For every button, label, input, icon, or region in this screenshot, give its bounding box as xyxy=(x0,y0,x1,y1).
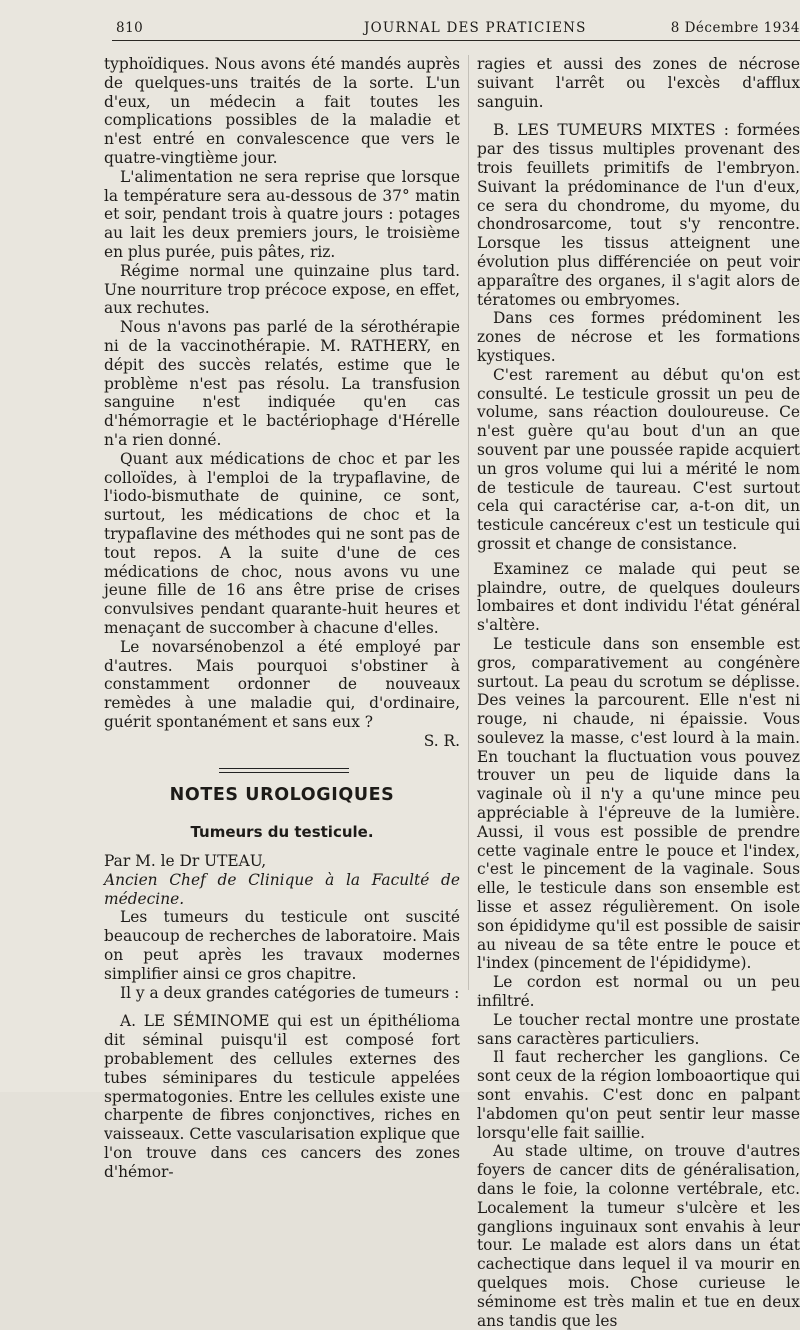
paragraph: Les tumeurs du testicule ont suscité beaucoup de recherches de laboratoire. Mais on peut après les travaux modernes simplifier ainsi ce gros chapitre. xyxy=(104,908,460,983)
paragraph: ragies et aussi des zones de nécrose suivant l'arrêt ou l'excès d'afflux sanguin. xyxy=(477,55,800,111)
paragraph: Le novarsénobenzol a été employé par d'autres. Mais pourquoi s'obstiner à constamment ordonner de nouveaux remèdes à une maladie qui, d'ordinaire, guérit spontanément et sans eux ? xyxy=(104,637,460,731)
column-divider xyxy=(468,55,469,990)
paragraph: Nous n'avons pas parlé de la sérothérapie ni de la vaccinothérapie. M. RATHERY, en dépit des succès relatés, estime que le problème n'est pas résolu. La transfusion sanguine n'est indiquée qu'en cas d'hémorragie et le bactériophage d'Hérelle n'a rien donné. xyxy=(104,318,460,449)
section-title: NOTES UROLOGIQUES xyxy=(169,785,395,806)
header-rule xyxy=(112,40,800,41)
double-rule xyxy=(104,768,460,774)
paragraph: Quant aux médications de choc et par les colloïdes, à l'emploi de la trypaflavine, de l'iodo-bismuthate de quinine, ce sont, surtout, les médications de choc et la trypaflavine des méthodes qui ne sont pas de tout repos. A la suite d'une de ces médications de choc, nous avons vu une jeune fille de 16 ans être prise de crises convulsives pendant quarante-huit heures et menaçant de succomber à chacune d'elles. xyxy=(104,449,460,637)
signature: S. R. xyxy=(423,731,460,750)
paragraph: B. LES TUMEURS MIXTES : formées par des tissus multiples provenant des trois feuillets primitifs de l'embryon. Suivant la prédominance de l'un d'eux, ce sera du chondrome, du myome, du chondrosarcome, tout s'y rencontre. Lorsque les tissus atteignent une évolution plus différenciée on peut voir apparaître des organes, il s'agit alors de tératomes ou embryomes. xyxy=(477,121,800,309)
author-affiliation: Ancien Chef de Clinique à la Faculté de médecine. xyxy=(104,870,460,908)
paragraph: Régime normal une quinzaine plus tard. Une nourriture trop précoce expose, en effet, aux rechutes. xyxy=(104,261,460,318)
journal-title: JOURNAL DES PRATICIENS xyxy=(364,20,587,36)
paragraph: Examinez ce malade qui peut se plaindre, outre, de quelques douleurs lombaires et dont individu l'état général s'altère. xyxy=(477,559,800,635)
page-number: 810 xyxy=(116,20,144,36)
issue-date: 8 Décembre 1934 xyxy=(670,20,800,36)
right-column xyxy=(477,55,800,1330)
paragraph: Le cordon est normal ou un peu infiltré. xyxy=(477,973,800,1011)
paragraph: Le toucher rectal montre une prostate sans caractères particuliers. xyxy=(477,1010,800,1048)
paragraph: Dans ces formes prédominent les zones de nécrose et les formations kystiques. xyxy=(477,309,800,365)
paragraph: Au stade ultime, on trouve d'autres foyers de cancer dits de généralisation, dans le foie, la colonne vertébrale, etc. Localement la tumeur s'ulcère et les ganglions inguinaux sont envahis à leur tour. Le malade est alors dans un état cachectique dans lequel il va mourir en quelques mois. Chose curieuse le séminome est très malin et tue en deux ans tandis que les xyxy=(477,1142,800,1330)
left-column xyxy=(104,55,460,1182)
byline: Par M. le Dr UTEAU, xyxy=(104,852,267,871)
article-title: Tumeurs du testicule. xyxy=(190,823,374,842)
running-header xyxy=(112,18,800,40)
paragraph: typhoïdiques. Nous avons été mandés auprès de quelques-uns traités de la sorte. L'un d'eux, un médecin a fait toutes les complications possibles de la maladie et n'est entré en convalescence que vers le quatre-vingtième jour. xyxy=(104,55,460,167)
paragraph: A. LE SÉMINOME qui est un épithélioma dit séminal puisqu'il est composé fort probablement des cellules externes des tubes séminipares du testicule appelées spermatogonies. Entre les cellules existe une charpente de fibres conjonctives, riches en vaisseaux. Cette vascularisation explique que l'on trouve dans ces cancers des zones d'hémor- xyxy=(104,1012,460,1181)
paragraph: Il faut rechercher les ganglions. Ce sont ceux de la région lomboaortique qui sont envahis. C'est donc en palpant l'abdomen qu'on peut sentir leur masse lorsqu'elle fait saillie. xyxy=(477,1048,800,1142)
paragraph: C'est rarement au début qu'on est consulté. Le testicule grossit un peu de volume, sans réaction douloureuse. Ce n'est guère qu'au bout d'un an que souvent par une poussée rapide acquiert un gros volume qui lui a mérité le nom de testicule de taureau. C'est surtout cela qui caractérise car, a-t-on dit, un testicule cancéreux c'est un testicule qui grossit et change de consistance. xyxy=(477,365,800,553)
paragraph: Il y a deux grandes catégories de tumeurs : xyxy=(120,983,460,1002)
paragraph: Le testicule dans son ensemble est gros, comparativement au congénère surtout. La peau du scrotum se déplisse. Des veines la parcourent. Elle n'est ni rouge, ni chaude, ni épaissie. Vous soulevez la masse, c'est lourd à la main. En touchant la fluctuation vous pouvez trouver un peu de liquide dans la vaginale où il n'y a qu'une mince peu appréciable à l'épreuve de la lumière. Aussi, il vous est possible de prendre cette vaginale entre le pouce et l'index, c'est le pincement de la vaginale. Sous elle, le testicule dans son ensemble est lisse et assez régulièrement. On isole son épididyme qu'il est possible de saisir au niveau de sa tête entre le pouce et l'index (pincement de l'épididyme). xyxy=(477,634,800,973)
paragraph: L'alimentation ne sera reprise que lorsque la température sera au-dessous de 37° matin et soir, pendant trois à quatre jours : potages au lait les deux premiers jours, le troisième en plus purée, puis pâtes, riz. xyxy=(104,167,460,261)
